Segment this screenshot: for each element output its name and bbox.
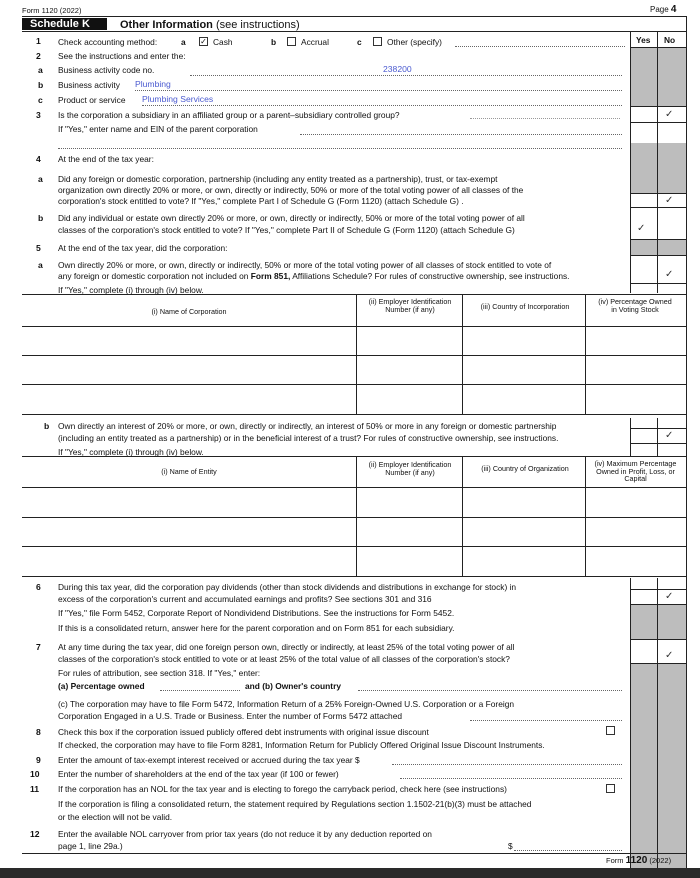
rule <box>356 456 357 576</box>
rule <box>630 428 686 429</box>
line-number: 8 <box>36 727 41 737</box>
line7-text: At any time during the tax year, did one foreign person own, directly or indirectly, at least 25% of the total voting power of all <box>58 642 515 652</box>
line5-text: At the end of the tax year, did the corporation: <box>58 243 228 253</box>
table-5b-header: (iv) Maximum Percentage Owned in Profit, Loss, or Capital <box>594 459 677 484</box>
rule <box>585 294 586 414</box>
line7c-text: (c) The corporation may have to file Form 5472, Information Return of a 25% Foreign-Owned U.S. Corporation or a Foreign <box>58 699 515 709</box>
table-5a-header: (iv) Percentage Owned in Voting Stock <box>598 297 672 314</box>
table-row[interactable] <box>22 355 686 356</box>
rule <box>630 207 686 208</box>
rule <box>462 456 463 576</box>
table-5b-top <box>22 456 686 457</box>
line4-text: At the end of the tax year: <box>58 154 154 164</box>
line-number: 2 <box>36 51 41 61</box>
activity-code-value[interactable]: 238200 <box>383 64 412 74</box>
yes-col-left-6 <box>630 578 631 868</box>
line-number: 5 <box>36 243 41 253</box>
rule <box>356 294 357 414</box>
oid-checkbox[interactable] <box>606 726 615 735</box>
line6-text: excess of the corporation's current and accumulated earnings and profits? See sections 301 and 316 <box>58 594 432 604</box>
table-row[interactable] <box>22 384 686 385</box>
line6-no-check[interactable]: ✓ <box>665 591 674 602</box>
line-number: 11 <box>30 784 40 794</box>
line-letter: b <box>44 421 50 431</box>
line9-text: Enter the amount of tax-exempt interest received or accrued during the tax year $ <box>58 755 360 765</box>
yes-col-left-5b <box>630 418 631 456</box>
yes-no-rule <box>630 47 686 48</box>
line5b-text: Own directly an interest of 20% or more, or own, directly or indirectly, an interest of 50% or more in any foreign or domestic partnership <box>58 421 557 431</box>
percentage-owned-label: (a) Percentage owned <box>58 681 145 691</box>
cash-checkbox[interactable]: ✓ <box>200 37 207 46</box>
gray-block <box>630 48 686 106</box>
business-activity-value[interactable]: Plumbing <box>135 79 171 89</box>
line-number: 6 <box>36 582 41 592</box>
rule <box>630 639 686 640</box>
rule <box>630 589 686 590</box>
leader-dots <box>470 118 620 119</box>
table-row[interactable] <box>22 517 686 518</box>
line-letter: c <box>38 95 43 105</box>
yes-col-left <box>630 31 631 293</box>
gray-block <box>630 143 686 193</box>
line4a-text: organization own directly 20% or more, or own, directly or indirectly, 50% or more of the total voting power of all classes of the <box>58 185 524 195</box>
table-5b-header: (i) Name of Entity <box>161 467 217 476</box>
line4a-text: corporation's stock entitled to vote? If "Yes," complete Part I of Schedule G (Form 1120) (attach Schedule G) . <box>58 196 464 206</box>
tax-exempt-interest-field[interactable] <box>392 764 622 765</box>
rule <box>630 122 686 123</box>
owner-country-field[interactable] <box>358 690 622 691</box>
table-row[interactable] <box>22 576 686 577</box>
line7-no-check[interactable]: ✓ <box>665 650 674 661</box>
other-specify-field[interactable] <box>455 46 625 47</box>
line4a-no-check[interactable]: ✓ <box>665 195 674 206</box>
line6-text: During this tax year, did the corporation pay dividends (other than stock dividends and distributions in exchange for stock) in <box>58 582 517 592</box>
line5a-text: If "Yes," complete (i) through (iv) below. <box>58 285 204 295</box>
rule <box>22 326 686 327</box>
line11-text: If the corporation is filing a consolidated return, the statement required by Regulations section 1.1502-21(b)(3) must be attached <box>58 799 532 809</box>
line6-text: If "Yes," file Form 5452, Corporate Report of Nondividend Distributions. See the instructions for Form 5452. <box>58 608 455 618</box>
line7c-text: Corporation Engaged in a U.S. Trade or Business. Enter the number of Forms 5472 attached <box>58 711 403 721</box>
rule <box>630 106 686 107</box>
line8-text: If checked, the corporation may have to file Form 8281, Information Return for Publicly Offered Original Issue Discount Instruments. <box>58 740 545 750</box>
yes-no-divider-6 <box>657 578 658 868</box>
line4b-text: classes of the corporation's stock entitled to vote? If "Yes," complete Part II of Schedule G (Form 1120) (attach Schedule G) <box>58 225 515 235</box>
business-activity-field <box>135 90 622 91</box>
line3-no-check[interactable]: ✓ <box>665 109 674 120</box>
option-letter: a <box>181 37 186 47</box>
percentage-owned-field[interactable] <box>160 690 240 691</box>
line10-text: Enter the number of shareholders at the end of the tax year (if 100 or fewer) <box>58 769 339 779</box>
product-service-value[interactable]: Plumbing Services <box>142 94 214 104</box>
line4b-yes-check[interactable]: ✓ <box>637 223 646 234</box>
line11-text: or the election will not be valid. <box>58 812 173 822</box>
line-number: 10 <box>30 769 40 779</box>
yes-no-divider-5b <box>657 418 658 456</box>
line-number: 4 <box>36 154 41 164</box>
forms-5472-field[interactable] <box>470 720 622 721</box>
page-label: Page 4 <box>650 4 677 15</box>
schedule-title: Other Information (see instructions) <box>120 19 300 31</box>
activity-code-label: Business activity code no. <box>58 65 155 75</box>
owner-country-label: and (b) Owner's country <box>245 681 341 691</box>
rule <box>630 239 686 240</box>
yes-header: Yes <box>636 35 651 45</box>
line-number: 9 <box>36 755 41 765</box>
line-number: 12 <box>30 829 40 839</box>
rule <box>630 443 686 444</box>
shareholders-field[interactable] <box>400 778 622 779</box>
line5a-text: Own directly 20% or more, or own, directly or indirectly, 50% or more of the total voting power of all classes of stock entitled to vote of <box>58 260 552 270</box>
line-letter: a <box>38 65 43 75</box>
table-5b-header: (iii) Country of Organization <box>481 464 569 473</box>
line5b-text: (including an entity treated as a partnership) or in the beneficial interest of a trust? For rules of constructive ownership, see instructions. <box>58 433 559 443</box>
header-rule <box>22 31 686 32</box>
line-letter: b <box>38 213 44 223</box>
line3-text: Is the corporation a subsidiary in an affiliated group or a parent–subsidiary controlled group? <box>58 110 400 120</box>
parent-ein-field[interactable] <box>58 148 622 149</box>
rule <box>630 255 686 256</box>
line-letter: b <box>38 80 44 90</box>
table-5a-header: (ii) Employer Identification Number (if any) <box>368 297 452 314</box>
line7-text: classes of the corporation's stock entitled to vote or at least 25% of the total value of all classes of the corporation's stock? <box>58 654 510 664</box>
line11-text: If the corporation has an NOL for the tax year and is electing to forego the carryback period, check here (see instructions) <box>58 784 507 794</box>
line-number: 1 <box>36 36 41 46</box>
other-checkbox[interactable] <box>373 37 382 46</box>
option-letter: c <box>357 37 362 47</box>
table-5a-top <box>22 294 686 295</box>
line4b-text: Did any individual or estate own directly 20% or more, or own, directly or indirectly, 50% or more of the total voting power of all <box>58 213 525 223</box>
rule <box>630 604 686 605</box>
line12-text: Enter the available NOL carryover from prior tax years (do not reduce it by any deduction reported on <box>58 829 432 839</box>
no-header: No <box>664 35 676 45</box>
rule <box>585 456 586 576</box>
parent-name-field[interactable] <box>300 134 622 135</box>
cash-label: Cash <box>213 37 233 47</box>
dollar-sign: $ <box>508 841 513 851</box>
table-row[interactable] <box>22 546 686 547</box>
line-letter: a <box>38 174 43 184</box>
gray-block <box>630 663 686 868</box>
footer-form-label: Form 1120 (2022) <box>606 855 672 866</box>
line5a-text: any foreign or domestic corporation not included on Form 851, Affiliations Schedule? For rules of constructive ownership, see instructions. <box>58 271 570 281</box>
rule <box>630 663 686 664</box>
rule <box>630 193 686 194</box>
gray-block <box>630 604 686 639</box>
option-letter: b <box>271 37 277 47</box>
line-number: 7 <box>36 642 41 652</box>
accrual-label: Accrual <box>301 37 329 47</box>
line-letter: a <box>38 260 43 270</box>
line6-text: If this is a consolidated return, answer here for the parent corporation and on Form 851 for each subsidiary. <box>58 623 455 633</box>
table-5b-header: (ii) Employer Identification Number (if any) <box>368 460 452 477</box>
line-number: 3 <box>36 110 41 120</box>
line5b-text: If "Yes," complete (i) through (iv) below. <box>58 447 204 457</box>
table-5a-header: (i) Name of Corporation <box>151 307 227 316</box>
line8-text: Check this box if the corporation issued publicly offered debt instruments with original issue discount <box>58 727 429 737</box>
product-service-field <box>142 105 622 106</box>
top-rule <box>22 16 686 17</box>
rule <box>630 283 686 284</box>
other-label: Other (specify) <box>387 37 442 47</box>
line5a-no-check[interactable]: ✓ <box>665 269 674 280</box>
product-service-label: Product or service <box>58 95 126 105</box>
schedule-badge: Schedule K <box>22 18 107 30</box>
business-activity-label: Business activity <box>58 80 120 90</box>
line12-text: page 1, line 29a.) <box>58 841 123 851</box>
line3-parent-label: If "Yes," enter name and EIN of the parent corporation <box>58 124 258 134</box>
accrual-checkbox[interactable] <box>287 37 296 46</box>
table-5a-header: (iii) Country of Incorporation <box>480 302 570 311</box>
line5b-no-check[interactable]: ✓ <box>665 430 674 441</box>
right-border <box>686 16 687 868</box>
nol-carryover-field[interactable] <box>514 850 622 851</box>
gray-block <box>630 240 686 255</box>
yes-no-divider <box>657 31 658 293</box>
line7-text: For rules of attribution, see section 318. If "Yes," enter: <box>58 668 261 678</box>
line2-text: See the instructions and enter the: <box>58 51 186 61</box>
rule <box>22 487 686 488</box>
nol-election-checkbox[interactable] <box>606 784 615 793</box>
bottom-strip <box>0 868 700 878</box>
rule <box>462 294 463 414</box>
form-label: Form 1120 (2022) <box>22 6 82 15</box>
bottom-rule <box>22 853 686 854</box>
line1-text: Check accounting method: <box>58 37 158 47</box>
table-row[interactable] <box>22 414 686 415</box>
line4a-text: Did any foreign or domestic corporation, partnership (including any entity treated as a partnership), trust, or tax-exempt <box>58 174 498 184</box>
activity-code-field <box>190 75 622 76</box>
